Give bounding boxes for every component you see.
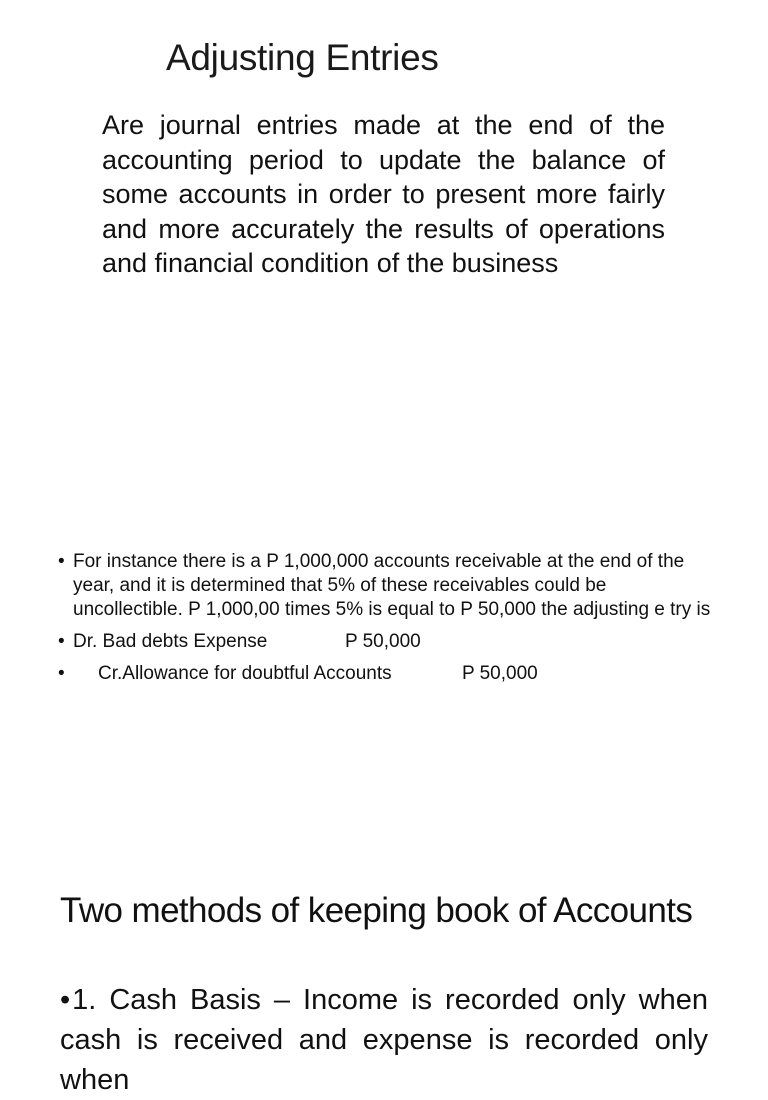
example-bullet-list bbox=[58, 550, 718, 694]
example-text: For instance there is a P 1,000,000 accounts receivable at the end of the year, and it is determined that 5% of these receivables could be uncollectible. P 1,000,00 times 5% is equal to P 50,000 the adjusting e try is bbox=[73, 551, 711, 620]
debit-amount: P 50,000 bbox=[345, 631, 421, 652]
credit-entry-row bbox=[58, 662, 718, 686]
debit-account: Dr. Bad debts Expense bbox=[73, 631, 268, 652]
credit-account: Cr.Allowance for doubtful Accounts bbox=[98, 663, 392, 684]
bullet-icon: • bbox=[58, 663, 65, 684]
debit-entry-row bbox=[58, 630, 718, 654]
bullet-icon: • bbox=[60, 984, 71, 1016]
example-bullet bbox=[58, 550, 718, 622]
bullet-icon: • bbox=[58, 631, 65, 652]
bullet-icon: • bbox=[58, 551, 65, 572]
method-item-cash-basis bbox=[60, 980, 708, 1100]
credit-amount: P 50,000 bbox=[462, 663, 538, 684]
slide-title: Adjusting Entries bbox=[166, 37, 439, 78]
section-heading: Two methods of keeping book of Accounts bbox=[60, 891, 693, 930]
method-text: 1. Cash Basis – Income is recorded only when cash is received and expense is recorded only when bbox=[60, 984, 708, 1096]
definition-paragraph: Are journal entries made at the end of the accounting period to update the balance of some accounts in order to present more fairly and more accurately the results of operations and financial condition of the business bbox=[102, 110, 665, 278]
